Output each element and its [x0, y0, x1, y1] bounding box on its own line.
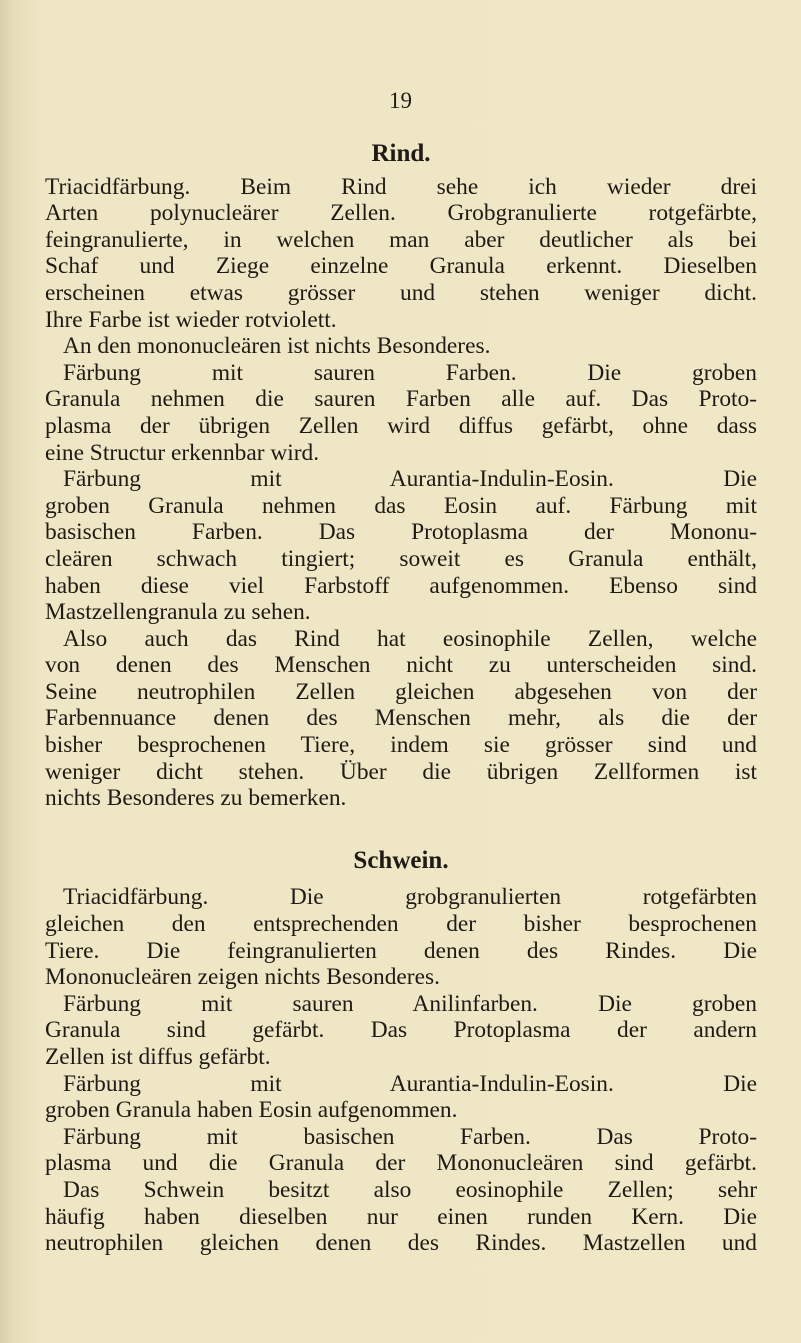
text-line: Ihre Farbe ist wieder rotviolett.	[45, 306, 337, 333]
text-line: basischen Farben. Das Protoplasma der Mononu-	[45, 519, 757, 546]
text-line: An den mononucleären ist nichts Besonderes.	[63, 333, 491, 360]
text-line: von denen des Menschen nicht zu unterscheiden sind.	[45, 652, 757, 679]
text-line: eine Structur erkennbar wird.	[45, 439, 320, 466]
text-line: Färbung mit Aurantia-Indulin-Eosin. Die	[63, 1070, 757, 1097]
text-line: plasma der übrigen Zellen wird diffus gefärbt, ohne dass	[45, 412, 757, 439]
text-line: Arten polynucleärer Zellen. Grobgranulierte rotgefärbte,	[45, 200, 757, 227]
text-line: Färbung mit basischen Farben. Das Proto-	[63, 1123, 757, 1150]
text-line: gleichen den entsprechenden der bisher besprochenen	[45, 911, 757, 938]
text-line: plasma und die Granula der Mononucleären sind gefärbt.	[45, 1150, 757, 1177]
text-body	[45, 138, 757, 1257]
text-line: Das Schwein besitzt also eosinophile Zellen; sehr	[63, 1176, 757, 1203]
text-line: Färbung mit Aurantia-Indulin-Eosin. Die	[63, 466, 757, 493]
text-line: feingranulierte, in welchen man aber deutlicher als bei	[45, 226, 757, 253]
text-line: weniger dicht stehen. Über die übrigen Zellformen ist	[45, 758, 757, 785]
text-line: Mononucleären zeigen nichts Besonderes.	[45, 964, 440, 991]
page-number: 19	[389, 88, 412, 113]
text-line: cleären schwach tingiert; soweit es Granula enthält,	[45, 545, 757, 572]
text-line: Färbung mit sauren Farben. Die groben	[63, 359, 757, 386]
text-line: Granula nehmen die sauren Farben alle auf. Das Proto-	[45, 386, 757, 413]
text-line: groben Granula nehmen das Eosin auf. Färbung mit	[45, 492, 757, 519]
section-heading: Rind.	[371, 140, 431, 167]
section-heading: Schwein.	[353, 846, 449, 874]
text-line: Triacidfärbung. Die grobgranulierten rotgefärbten	[63, 884, 757, 911]
text-line: bisher besprochenen Tiere, indem sie grösser sind und	[45, 732, 757, 759]
text-line: Zellen ist diffus gefärbt.	[45, 1044, 271, 1070]
text-line: Mastzellengranula zu sehen.	[45, 599, 311, 626]
text-line: Granula sind gefärbt. Das Protoplasma der andern	[45, 1017, 757, 1044]
text-line: Schaf und Ziege einzelne Granula erkennt. Dieselben	[45, 253, 757, 280]
text-line: Also auch das Rind hat eosinophile Zellen, welche	[63, 625, 757, 652]
text-line: erscheinen etwas grösser und stehen weniger dicht.	[45, 279, 757, 306]
text-line: Triacidfärbung. Beim Rind sehe ich wieder drei	[45, 173, 757, 200]
text-line: Färbung mit sauren Anilinfarben. Die groben	[63, 990, 757, 1017]
text-line: haben diese viel Farbstoff aufgenommen. Ebenso sind	[45, 572, 757, 599]
text-line: Seine neutrophilen Zellen gleichen abgesehen von der	[45, 678, 757, 705]
text-line: groben Granula haben Eosin aufgenommen.	[45, 1097, 458, 1124]
text-line: nichts Besonderes zu bemerken.	[45, 785, 347, 812]
text-line: Farbennuance denen des Menschen mehr, als die der	[45, 705, 757, 732]
text-line: neutrophilen gleichen denen des Rindes. Mastzellen und	[45, 1230, 757, 1257]
text-line: Tiere. Die feingranulierten denen des Rindes. Die	[45, 937, 757, 964]
text-line: häufig haben dieselben nur einen runden Kern. Die	[45, 1203, 757, 1230]
